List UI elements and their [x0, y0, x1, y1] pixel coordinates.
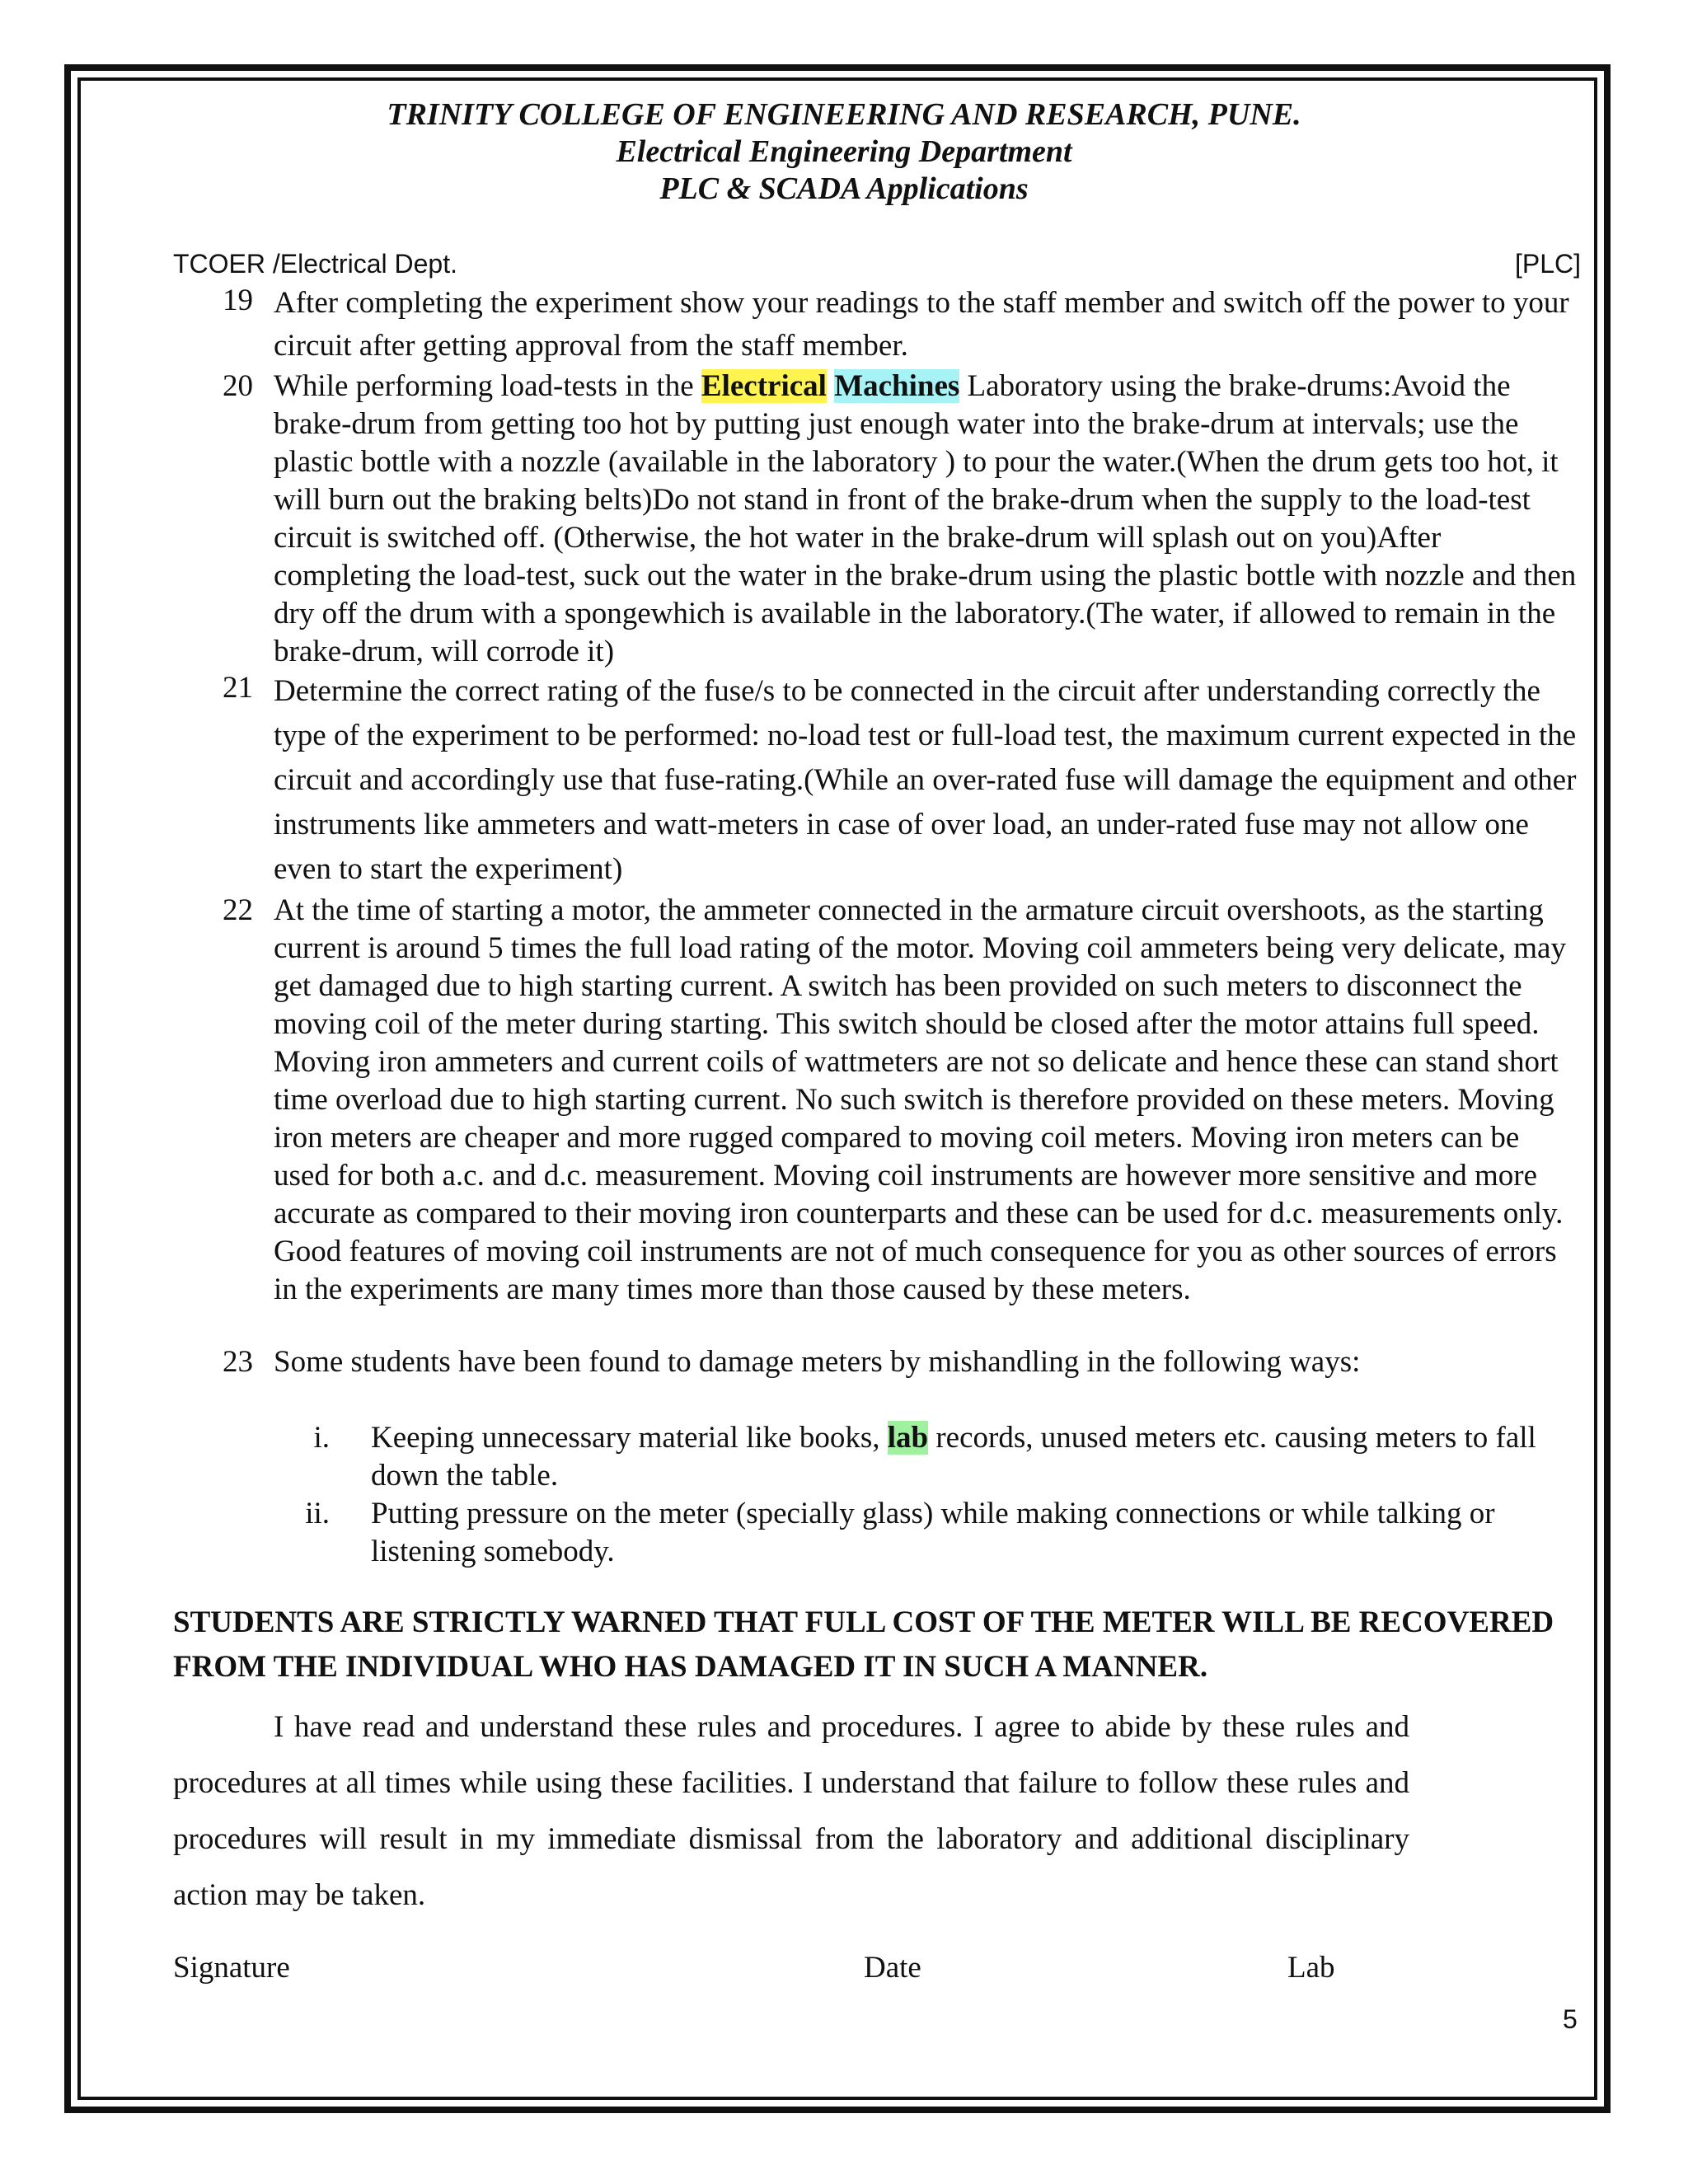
signature-label: Signature: [173, 1951, 290, 1985]
rule-number: 23: [223, 1345, 253, 1379]
rule-item-20: [173, 368, 1582, 671]
rule-text-rest: Laboratory using the brake-drums:Avoid the brake-drum from getting too hot by putting just enough water into the brake-drum at intervals; use the plastic bottle with a nozzle (available in the laboratory ) to pour the water.(When the drum gets too hot, it will burn out the braking belts)Do not stand in front of the brake-drum when the supply to the load-test circuit is switched off. (Otherwise, the hot water in the brake-drum will splash out on you)After completing the load-test, suck out the water in the brake-drum using the plastic bottle with nozzle and then dry off the drum with a spongewhich is available in the laboratory.(The water, if allowed to remain in the brake-drum, will corrode it): [274, 369, 1577, 668]
rule-item-21: [173, 669, 1582, 892]
rule-text: After completing the experiment show your readings to the staff member and switch off the power to your circuit after getting approval from the staff member.: [274, 286, 1569, 363]
subitem-i: [173, 1419, 1582, 1495]
running-header-left: TCOER /Electrical Dept.: [173, 249, 457, 279]
warning-notice: STUDENTS ARE STRICTLY WARNED THAT FULL COST OF THE METER WILL BE RECOVERED FROM THE INDIVIDUAL WHO HAS DAMAGED IT IN SUCH A MANNER.: [173, 1605, 1554, 1684]
subitem-text: [371, 1419, 1582, 1495]
college-title: TRINITY COLLEGE OF ENGINEERING AND RESEARCH, PUNE.: [387, 97, 1301, 132]
department-title: Electrical Engineering Department: [616, 134, 1072, 169]
rule-item-23: [173, 1343, 1582, 1381]
rule-number: 19: [223, 284, 253, 317]
highlight-machines: Machines: [834, 369, 960, 403]
lab-label: Lab: [1287, 1951, 1335, 1985]
rule-text: Some students have been found to damage meters by mishandling in the following ways:: [274, 1345, 1361, 1379]
rule-item-22: [173, 892, 1582, 1309]
highlight-lab: lab: [887, 1421, 929, 1455]
running-header-right: [PLC]: [1514, 249, 1581, 279]
page-number: 5: [1563, 2004, 1578, 2034]
subitem-ii: [173, 1495, 1582, 1571]
highlight-electrical: Electrical: [701, 369, 827, 403]
subitem-text-rest: records, unused meters etc. causing meters to fall down the table.: [371, 1421, 1536, 1493]
roman-numeral: ii.: [305, 1497, 330, 1530]
rule-text: [274, 368, 1582, 671]
pledge-text: I have read and understand these rules and procedures. I agree to abide by these rules and procedures at all times while using these facilities. I understand that failure to follow these rules and procedures will result in my immediate dismissal from the laboratory and additional disciplinary action may be taken.: [173, 1710, 1409, 1912]
rule-text: At the time of starting a motor, the ammeter connected in the armature circuit overshoots, as the starting current is around 5 times the full load rating of the motor. Moving coil ammeters being very delicate, may get damaged due to high starting current. A switch has been provided on such meters to disconnect the moving coil of the meter during starting. This switch should be closed after the motor attains full speed. Moving iron ammeters and current coils of wattmeters are not so delicate and hence these can stand short time overload due to high starting current. No such switch is therefore provided on these meters. Moving iron meters are cheaper and more rugged compared to moving coil meters. Moving iron meters can be used for both a.c. and d.c. measurement. Moving coil instruments are however more sensitive and more accurate as compared to their moving iron counterparts and these can be used for d.c. measurements only. Good features of moving coil instruments are not of much consequence for you as other sources of errors in the experiments are many times more than those caused by these meters.: [274, 893, 1566, 1306]
roman-numeral: i.: [313, 1421, 330, 1455]
rule-text-start: While performing load-tests in the: [274, 369, 701, 403]
subitem-text-start: Keeping unnecessary material like books,: [371, 1421, 888, 1455]
subitem-text: Putting pressure on the meter (specially glass) while making connections or while talking or listening somebody.: [371, 1497, 1495, 1568]
rule-number: 21: [223, 671, 253, 705]
running-header: [173, 249, 1581, 282]
pledge-paragraph: [173, 1699, 1409, 1924]
rule-item-19: [173, 282, 1582, 368]
date-label: Date: [864, 1951, 921, 1985]
rule-text: Determine the correct rating of the fuse/s to be connected in the circuit after understanding correctly the type of the experiment to be performed: no-load test or full-load test, the maximum current expected in the circuit and accordingly use that fuse-rating.(While an over-rated fuse will damage the equipment and other instruments like ammeters and watt-meters in case of over load, an under-rated fuse may not allow one even to start the experiment): [274, 674, 1577, 886]
rule-number: 20: [223, 369, 253, 403]
course-title: PLC & SCADA Applications: [659, 171, 1029, 206]
rule-number: 22: [223, 893, 253, 927]
